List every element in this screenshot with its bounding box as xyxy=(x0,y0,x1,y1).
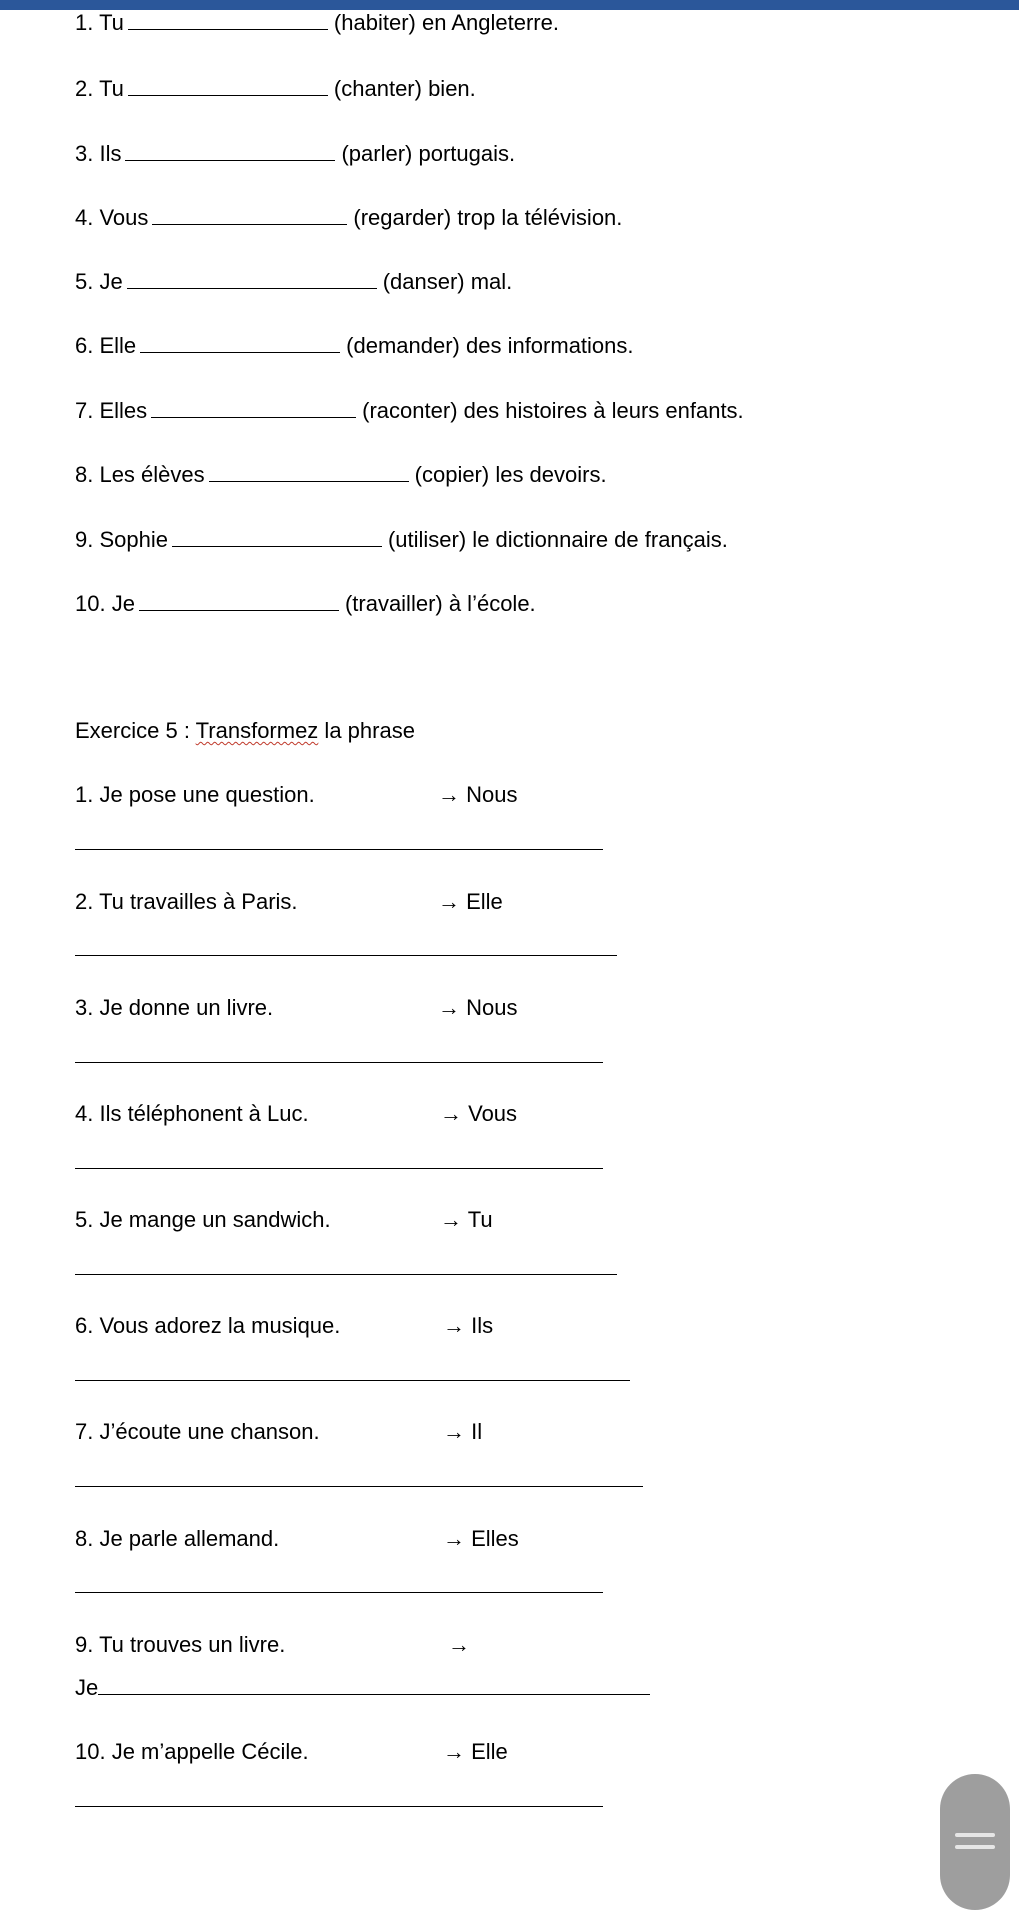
answer-line[interactable] xyxy=(75,1274,617,1275)
exercise-5-target: → Il xyxy=(443,1419,483,1444)
exercise-5-sentence: 6. Vous adorez la musique. xyxy=(75,1313,341,1338)
exercise-5-title: Exercice 5 : Transformez la phrase xyxy=(75,718,415,743)
grip-line-icon xyxy=(955,1833,995,1837)
answer-line[interactable] xyxy=(75,1486,643,1487)
exercise-5-sentence: 1. Je pose une question. xyxy=(75,782,315,807)
answer-blank[interactable] xyxy=(151,397,356,418)
answer-line[interactable] xyxy=(75,1380,630,1381)
exercise-5-target: → Elles xyxy=(443,1526,519,1551)
exercise-5-target: → xyxy=(448,1632,470,1657)
answer-blank[interactable] xyxy=(128,9,328,30)
answer-blank[interactable] xyxy=(128,75,328,96)
answer-line[interactable] xyxy=(75,1168,603,1169)
exercise-5-sentence: 5. Je mange un sandwich. xyxy=(75,1207,331,1232)
answer-line[interactable] xyxy=(75,955,617,956)
exercise-5-target: → Elle xyxy=(438,889,503,914)
exercise-4-item: 7. Elles (raconter) des histoires à leurs enfants. xyxy=(75,398,744,423)
exercise-5-target: → Elle xyxy=(443,1739,508,1764)
exercise-4-item: 5. Je (danser) mal. xyxy=(75,269,513,294)
exercise-5-target: → Vous xyxy=(440,1101,518,1126)
answer-blank[interactable] xyxy=(152,204,347,225)
exercise-4-item: 1. Tu (habiter) en Angleterre. xyxy=(75,10,559,35)
answer-blank[interactable] xyxy=(172,526,382,547)
exercise-5-sentence: 4. Ils téléphonent à Luc. xyxy=(75,1101,309,1126)
answer-blank[interactable] xyxy=(127,268,377,289)
exercise-4-item: 2. Tu (chanter) bien. xyxy=(75,76,476,101)
exercise-4-item: 6. Elle (demander) des informations. xyxy=(75,333,634,358)
answer-line[interactable] xyxy=(75,1062,603,1063)
answer-blank[interactable] xyxy=(140,332,340,353)
exercise-4-item: 3. Ils (parler) portugais. xyxy=(75,141,516,166)
exercise-5-target: → Ils xyxy=(443,1313,494,1338)
answer-blank[interactable] xyxy=(209,461,409,482)
exercise-5-target: → Nous xyxy=(438,782,518,807)
answer-line[interactable] xyxy=(75,1806,603,1807)
spellcheck-flagged-word[interactable]: Transformez xyxy=(195,718,319,743)
answer-line[interactable] xyxy=(75,849,603,850)
exercise-5-sentence: 3. Je donne un livre. xyxy=(75,995,274,1020)
answer-blank[interactable] xyxy=(139,590,339,611)
grip-line-icon xyxy=(955,1845,995,1849)
exercise-5-target: → Tu xyxy=(440,1207,493,1232)
exercise-5-sentence: 10. Je m’appelle Cécile. xyxy=(75,1739,309,1764)
exercise-5-target: → Nous xyxy=(438,995,518,1020)
exercise-5-sentence: 2. Tu travailles à Paris. xyxy=(75,889,298,914)
exercise-4-item: 4. Vous (regarder) trop la télévision. xyxy=(75,205,623,230)
exercise-5-sentence: 8. Je parle allemand. xyxy=(75,1526,280,1551)
exercise-4-item: 9. Sophie (utiliser) le dictionnaire de français. xyxy=(75,527,728,552)
answer-blank[interactable] xyxy=(125,140,335,161)
exercise-5-sentence: 9. Tu trouves un livre. xyxy=(75,1632,286,1657)
exercise-4-item: 10. Je (travailler) à l’école. xyxy=(75,591,536,616)
exercise-4-item: 8. Les élèves (copier) les devoirs. xyxy=(75,462,607,487)
answer-blank[interactable] xyxy=(98,1674,650,1695)
exercise-5-answer-prefix: Je xyxy=(75,1674,656,1700)
exercise-5-sentence: 7. J’écoute une chanson. xyxy=(75,1419,320,1444)
scroll-handle[interactable] xyxy=(940,1774,1010,1910)
answer-line[interactable] xyxy=(75,1592,603,1593)
